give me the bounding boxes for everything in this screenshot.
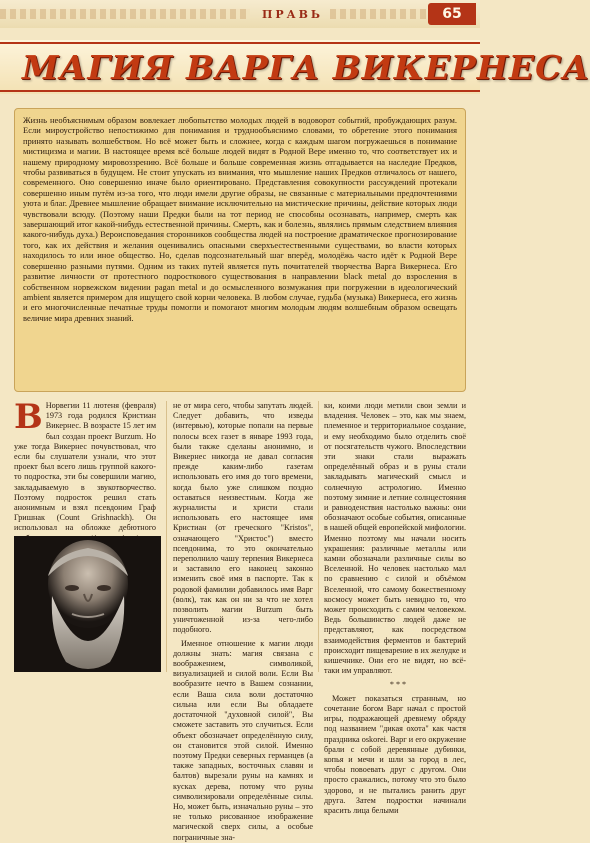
- portrait-photo: [14, 536, 161, 672]
- header-ornament-left: [0, 9, 250, 19]
- column-divider: [166, 401, 167, 672]
- elder-portrait-icon: [14, 536, 161, 672]
- paragraph: ки, коими люди метили свои земли и владения. Человек – это, как мы знаем, племенное и территориальное создание, и ему необходимо было отделить своё от посягательств чужого. Впоследствии эти знаки стали выражать определённый образ и в руны стали закладывать магический смысл и солнечную астрологию. Именно поэтому зимние и летние солнцестояния и равноденствия настолько важны: они обозначают особые события, описанные в нашей общей европейской мифологии. Именно поэтому мы начали носить украшения: различные металлы или камни обозначали различные силы во Вселенной. Но человек настолько мал по сравнению с силой и объёмом Вселенной, что самому божественному космосу может быть невидно то, что может происходить с самим человеком. Ведь большинство людей даже не представляют, как посредством взаимодействия ферментов и бактерий происходит пищеварение в их желудке и кишечнике. Они его не видят, но всё-таки им управляют.: [324, 401, 466, 676]
- paragraph: Именное отношение к магии люди должны знать: магия связана с воображением, символикой, визуализацией и силой воли. Если Вы вообразите нечто в Вашем сознании, если Ваша сила воли достаточно сильна или если Вы обладаете достаточной "духовной силой", Вы сможете заставить это случиться. Если объект обозначает определённую силу, он становится этой силой. Именно поэтому Предки северных германцев (а также западных, восточных славян и балтов) вырезали руны на камнях и кусках дерева, потому что руны символизировали определённые силы. Но, может быть, изначально руны – это не только рисованное изображение магической сверх силы, а особые пограничные зна-: [173, 638, 313, 842]
- header-ornament-right: [330, 9, 426, 19]
- article-intro: Жизнь необъяснимым образом вовлекает любопытство молодых людей в водоворот событий, пробуждающих разум. Если мироустройство непостижимо для понимания и труднообъяснимо словами, то обретение этого понимания принято называть волшебством. Но всё может быть и сложнее, когда с каждым шагом погружаешься в понимание мистицизма и магии. В настоящее время всё больше людей видят в Родной Вере именно то, что соответствует их и нашему природному мировоззрению. Всё больше и больше современная жизнь отгадывается на наследие Предков, чтобы развиваться в будущем. Не стоит упускать из внимания, что мышление наших Предков отличалось от нашего, современного. Оно совершенно иначе было ориентировано. Представления совокупности рассуждений протекали совершенно иным путём из-за того, что люди имели другие образы, не связанные с материальными предпочтениями уюта и благ. Древнее мышление обращает внимание исключительно на мистические причины, действие которых люди чувствовали всюду. (Поэтому наши Предки были на тот период не способны осознавать, например, смерть как завершающий итог какой-нибудь естественной причины. Смерть, как и болезнь, являлись прямым следствием влияния какого-нибудь духа.) Вероисповедания сторонников сообщества людей на построение драматическое прогнозирование того, как их действия и желания оценивались опасными сверхъестественными существами, во власти которых находилось то или иное общество. Но, сделав подсознательный шаг вперёд, молодёжь часто идёт к Родной Вере совершенно разными путями. Одним из таких путей является путь почитателей творчества Варга Викернеса. Его развитие личности от протестного подросткового существования в направлении black metal до взросления в собственном норвежском видении pagan metal и до осмысленного возмужания при погружении в идеологический ambient является примером для ищущего свой корни человека. В любом случае, гудьба (музыка) Викернеса, его жизнь и его многочисленные печатные труды помогли и помогают многим молодым людям волшебным образом освещать величие мира древних знаний.: [14, 108, 466, 392]
- text-column-2: [173, 401, 313, 842]
- column-divider: [318, 401, 319, 672]
- section-label: ПРАВЬ: [262, 8, 323, 21]
- paragraph: Норвегии 11 лютеня (февраля) 1973 года родился Кристиан Викернес. В возрасте 15 лет им был создан проект Burzum. Но уже тогда Викернес почувствовал, что если бы слушатели узнали, что этот проект был всего лишь группой какого-то подростка, эти бы совершили магию, закладываемую в звукотворчество. Поэтому подросток решил стать анонимным и взял псевдоним Граф Гришнак (Count Grishnackh). Он использовал на обложке дебютного: [14, 401, 156, 533]
- paragraph: Может показаться странным, но сочетание богом Варг начал с простой игры, подражающей древнему обряду под названием "дикая охота" как частя праздника оskorei. Варг и его окружение брали с собой деревянные дубинки, копья и мечи и шли за город в лес, чтобы повоевать друг с другом. Они просто сражались, потому что это было здорово, и не пытались ранить друг друга. Затем подростки начинали красить лица белыми: [324, 693, 466, 815]
- title-rule-top: [0, 42, 480, 44]
- article-title: МАГИЯ ВАРГА ВИКЕРНЕСА: [22, 48, 590, 87]
- text-column-3: [324, 401, 466, 815]
- paragraph: не от мира сего, чтобы запутать людей. Следует добавить, что изведы (интервью), которые попали на первые полосы всех газет в январе 1993 года, были также сделаны анонимно, и Викернес никогда не давал согласия прежде каким-либо газетам использовать его имя до того времени, когда было уже слишком поздно оставаться неизвестным. Когда же журналисты и христи стали использовать его настоящее имя Кристиан (от греческого "Kristos", означающего "Христос") вместо псевдонима, то это окончательно переполнило чашу терпения Викернеса и заставило его наконец законно изменить своё имя в паспорте. Так к родовой фамилии добавилось имя Варг (волк), так как он ни за что не хотел позволить магии Burzum быть уничтоженной из-за чего-либо подобного.: [173, 401, 313, 635]
- title-rule-bottom: [0, 90, 480, 92]
- page-header: [0, 0, 480, 28]
- page-number: 65: [428, 3, 476, 25]
- section-separator: ***: [389, 680, 409, 690]
- drop-cap: В: [14, 397, 43, 437]
